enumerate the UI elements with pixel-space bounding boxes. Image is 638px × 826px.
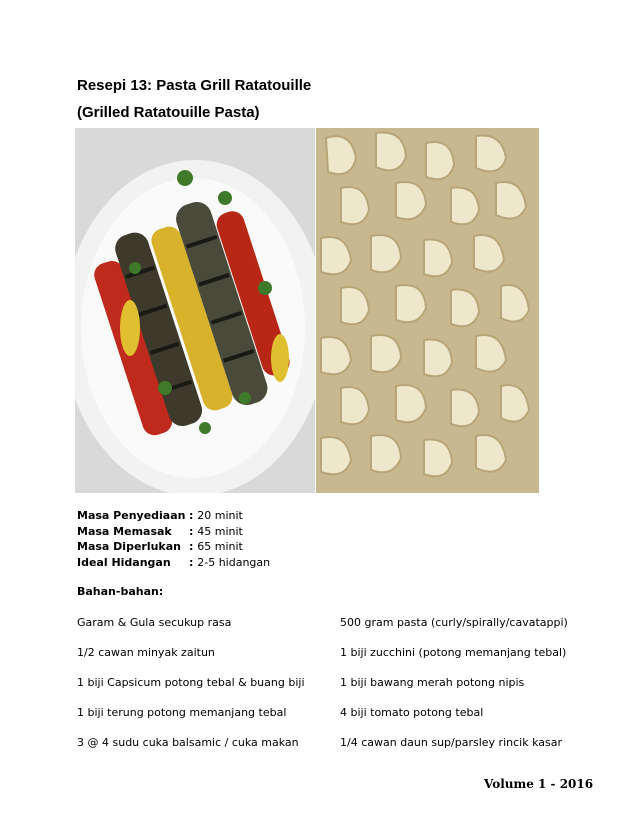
ingredients-heading: Bahan-bahan: <box>77 585 164 598</box>
pasta-photo <box>316 128 539 493</box>
ingredient-item: 1/4 cawan daun sup/parsley rincik kasar <box>340 736 562 749</box>
ingredient-item: 1 biji zucchini (potong memanjang tebal) <box>340 646 567 659</box>
page-footer: Volume 1 - 2016 <box>484 777 594 791</box>
recipe-meta <box>77 508 270 570</box>
ingredient-item: 1 biji bawang merah potong nipis <box>340 676 525 689</box>
ingredient-item: 4 biji tomato potong tebal <box>340 706 484 719</box>
meta-value: 2-5 hidangan <box>197 555 271 569</box>
ingredient-item: 500 gram pasta (curly/spirally/cavatappi) <box>340 616 568 629</box>
meta-label: Masa Memasak <box>77 524 172 538</box>
meta-value: 65 minit <box>197 540 243 553</box>
ingredient-item: 1 biji Capsicum potong tebal & buang biji <box>77 676 305 689</box>
meta-label: Ideal Hidangan <box>77 555 171 569</box>
meta-row-prep: Masa Penyediaan : 20 minit <box>77 509 243 522</box>
meta-value: 20 minit <box>197 509 243 522</box>
recipe-title: Resepi 13: Pasta Grill Ratatouille <box>77 77 312 94</box>
meta-label: Masa Penyediaan <box>77 509 186 522</box>
meta-row-servings: Ideal Hidangan : 2-5 hidangan <box>77 555 271 569</box>
meta-row-cook: Masa Memasak : 45 minit <box>77 524 243 538</box>
ingredient-item: 1/2 cawan minyak zaitun <box>77 646 215 659</box>
meta-label: Masa Diperlukan <box>77 540 182 553</box>
ingredient-item: 3 @ 4 sudu cuka balsamic / cuka makan <box>77 736 299 749</box>
grilled-vegetables-photo <box>75 128 315 493</box>
meta-value: 45 minit <box>197 524 243 538</box>
recipe-subtitle: (Grilled Ratatouille Pasta) <box>77 104 260 121</box>
ingredient-item: Garam & Gula secukup rasa <box>77 616 232 629</box>
meta-row-total: Masa Diperlukan : 65 minit <box>77 540 243 553</box>
ingredient-item: 1 biji terung potong memanjang tebal <box>77 706 287 719</box>
